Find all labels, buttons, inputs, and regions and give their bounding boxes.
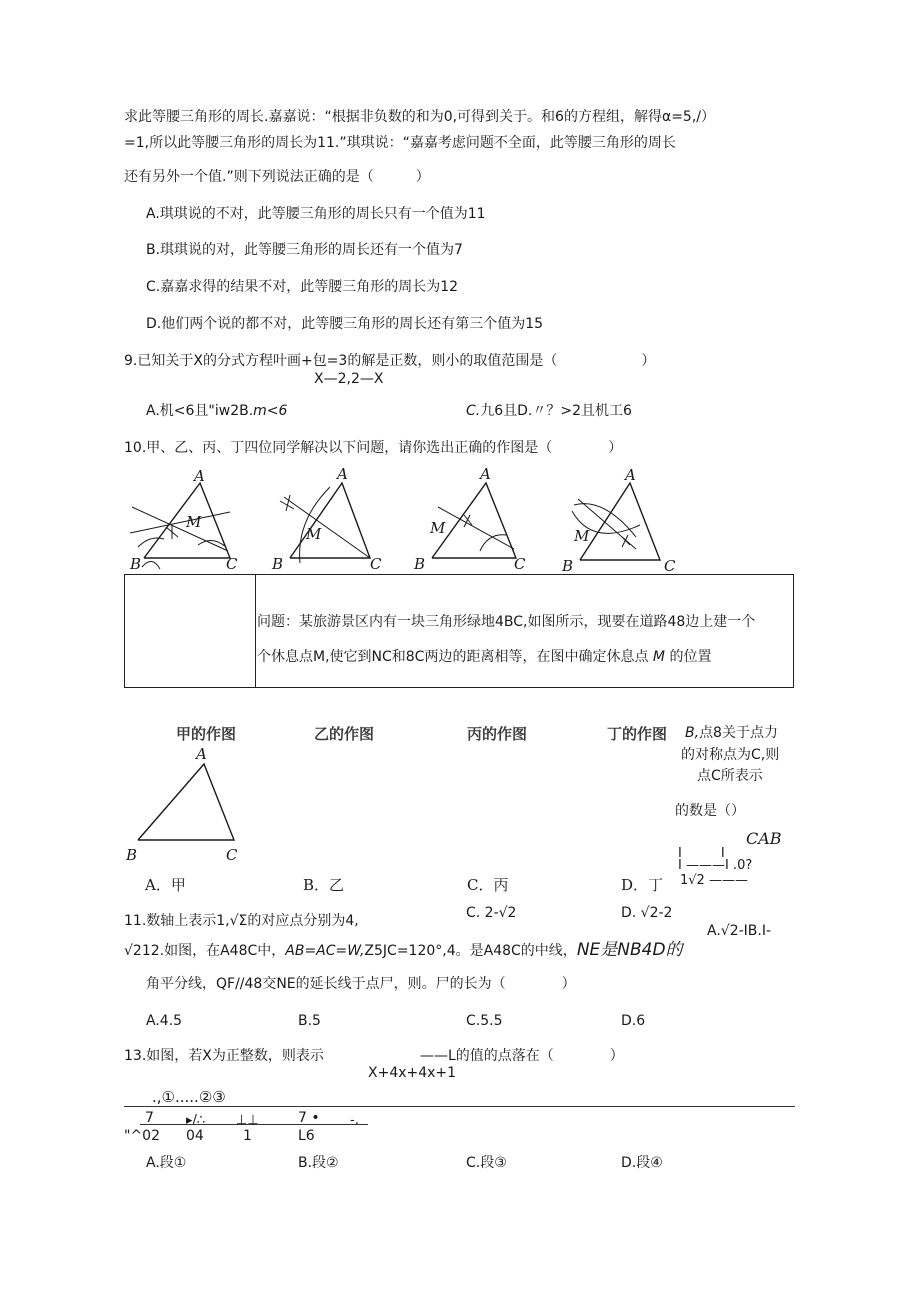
- figure-bing: [410, 465, 530, 575]
- q11-side-line-1: [685, 724, 778, 742]
- fig-bing-label-c: C: [514, 555, 526, 573]
- problem-point-m: M: [652, 649, 666, 665]
- caption-bing: 丙的作图: [467, 725, 528, 743]
- q12-line-2: 角平分线，QF//48交NE的延长线于点尸，则。尸的长为（ ）: [146, 976, 576, 992]
- q9-option-ab-text: A.机<6且"iw2B.: [146, 403, 254, 419]
- figure-yi-svg: [270, 465, 390, 575]
- q12-option-a: A.4.5: [146, 1013, 183, 1029]
- q10-choice-a: A．甲: [145, 876, 186, 894]
- figure-jia: [124, 465, 244, 575]
- figure-ding: [560, 465, 680, 580]
- problem-table-divider: [255, 575, 256, 687]
- q8-option-a: A.琪琪说的不对，此等腰三角形的周长只有一个值为11: [146, 206, 486, 222]
- q13-option-a: A.段①: [146, 1155, 187, 1171]
- figure-ding-svg: [560, 465, 680, 580]
- fig-yi-label-m: M: [306, 525, 322, 543]
- fig-jia-label-a: A: [194, 467, 205, 485]
- triangle-label-c: C: [226, 846, 238, 864]
- q10-choice-c: C．丙: [467, 876, 509, 894]
- triangle-label-a: A: [196, 745, 207, 763]
- fig-bing-label-m: M: [430, 519, 446, 537]
- q12-stem-tail: NE是NB4D的: [576, 940, 683, 960]
- caption-yi: 乙的作图: [314, 725, 375, 743]
- fig-ding-label-m: M: [574, 527, 590, 545]
- figure-bing-svg: [410, 465, 530, 575]
- triangle-label-b: B: [126, 846, 138, 864]
- q12-stem: [124, 941, 683, 960]
- figure-jia-svg: [124, 465, 244, 575]
- fig-jia-label-m: M: [186, 513, 202, 531]
- q13-option-d: D.段④: [621, 1155, 663, 1171]
- figure-yi: [270, 465, 390, 575]
- q12-option-b: B.5: [298, 1013, 321, 1029]
- q8-option-c: C.嘉嘉求得的结果不对，此等腰三角形的周长为12: [146, 279, 459, 295]
- fig-yi-label-b: B: [272, 555, 284, 573]
- q9-option-cd: [466, 402, 632, 420]
- q9-denominator: X—2,2—X: [314, 371, 384, 387]
- intro-line-2: =1,所以此等腰三角形的周长为11.”琪琪说：“嘉嘉考虑问题不全面，此等腰三角形的周长: [124, 135, 676, 151]
- q13-stem: 13.如图，若X为正整数，则表示: [124, 1048, 324, 1064]
- problem-triangle-svg: [124, 744, 254, 864]
- q11-option-d: D. √2-2: [621, 905, 673, 921]
- q13-top-3: ⊥⊥: [236, 1113, 259, 1128]
- q10-choice-d: D．丁: [621, 876, 664, 894]
- q13-number-line: [124, 1106, 795, 1107]
- intro-line-1: 求此等腰三角形的周长.嘉嘉说：“根据非负数的和为0,可得到关于。和6的方程组，解得α=5,/）: [124, 109, 715, 125]
- q9-option-b-expr: m<6: [253, 403, 288, 419]
- q8-option-b: B.琪琪说的对，此等腰三角形的周长还有一个值为7: [146, 242, 463, 258]
- q12-stem-rest: Z5JC=120°,4。是A48C的中线，: [364, 943, 577, 959]
- q13-top-5: -.: [350, 1113, 359, 1128]
- q9-option-c-label: C.: [466, 403, 481, 419]
- fig-yi-label-a: A: [337, 465, 348, 483]
- q13-top-4: 7 •: [298, 1110, 320, 1126]
- numline-label: CAB: [746, 829, 782, 848]
- problem-line-2-tail: 的位置: [669, 649, 712, 665]
- q13-number-line-short: [140, 1124, 368, 1125]
- fig-jia-label-b: B: [130, 555, 142, 573]
- fig-jia-label-c: C: [226, 555, 238, 573]
- q13-fraction-bottom: X+4x+4x+1: [368, 1065, 457, 1081]
- q13-bottom-2: 04: [186, 1128, 204, 1144]
- q13-bottom-3: 1: [243, 1128, 252, 1144]
- q13-top-2: ▸/∴: [186, 1113, 206, 1128]
- q9-option-cd-text: 九6且D.〃？>2且机工6: [480, 403, 632, 419]
- numline-mid: I ———I .0?: [678, 858, 753, 873]
- q13-fraction-top: ——L的值的点落在（ ）: [420, 1048, 624, 1064]
- problem-table: [124, 574, 794, 688]
- q10-choice-b: B．乙: [303, 876, 345, 894]
- q13-bottom-1: "^02: [124, 1128, 160, 1144]
- q13-segment-markers: .,①.....②③: [152, 1088, 226, 1106]
- caption-jia: 甲的作图: [176, 725, 237, 743]
- q12-option-c: C.5.5: [466, 1013, 503, 1029]
- problem-line-1: 问题：某旅游景区内有一块三角形绿地4BC,如图所示，现要在道路48边上建一个: [257, 614, 756, 630]
- problem-line-2-text: 个休息点M,使它到NC和8C两边的距离相等，在图中确定休息点: [257, 649, 649, 665]
- problem-line-2: [257, 648, 711, 666]
- q11-side-line-1-text: 点8关于点力: [699, 725, 778, 741]
- numline-under: 1√2 ———: [680, 873, 748, 888]
- q9-stem: 9.已知关于X的分式方程叶画+包=3的解是正数，则小的取值范围是（ ）: [124, 353, 656, 369]
- q13-option-b: B.段②: [298, 1155, 339, 1171]
- caption-ding: 丁的作图: [607, 725, 668, 743]
- q9-option-ab: [146, 402, 287, 420]
- fig-bing-label-b: B: [414, 555, 426, 573]
- q12-stem-ab: AB=AC=W,: [285, 943, 365, 959]
- q11-option-a: A.√2-IB.I-: [707, 923, 772, 939]
- q11-side-line-4: 的数是（）: [675, 803, 745, 819]
- fig-ding-label-b: B: [562, 557, 574, 575]
- q11-option-c: C. 2-√2: [466, 905, 517, 921]
- q8-option-d: D.他们两个说的都不对，此等腰三角形的周长还有第三个值为15: [146, 316, 544, 332]
- q13-bottom-4: L6: [298, 1128, 315, 1144]
- fig-ding-label-a: A: [625, 466, 636, 484]
- intro-line-3: 还有另外一个值.”则下列说法正确的是（ ）: [124, 169, 430, 185]
- q11-side-line-2: 的对称点为C,则: [681, 747, 780, 763]
- q13-option-c: C.段③: [466, 1155, 507, 1171]
- problem-triangle: [124, 744, 254, 864]
- q12-stem-text: √212.如图，在A48C中，: [124, 943, 286, 959]
- fig-ding-label-c: C: [664, 557, 676, 575]
- q11-side-b: B,: [685, 725, 700, 741]
- q11-stem: 11.数轴上表示1,√Σ的对应点分别为4,: [124, 913, 359, 929]
- q13-top-1: 7: [145, 1110, 154, 1126]
- fig-bing-label-a: A: [480, 465, 491, 483]
- q10-stem: 10.甲、乙、丙、丁四位同学解决以下问题，请你选出正确的作图是（ ）: [124, 440, 623, 456]
- numline-ticks: I I: [678, 846, 725, 861]
- q12-option-d: D.6: [621, 1013, 646, 1029]
- q11-side-line-3: 点C所表示: [697, 768, 763, 784]
- fig-yi-label-c: C: [370, 555, 382, 573]
